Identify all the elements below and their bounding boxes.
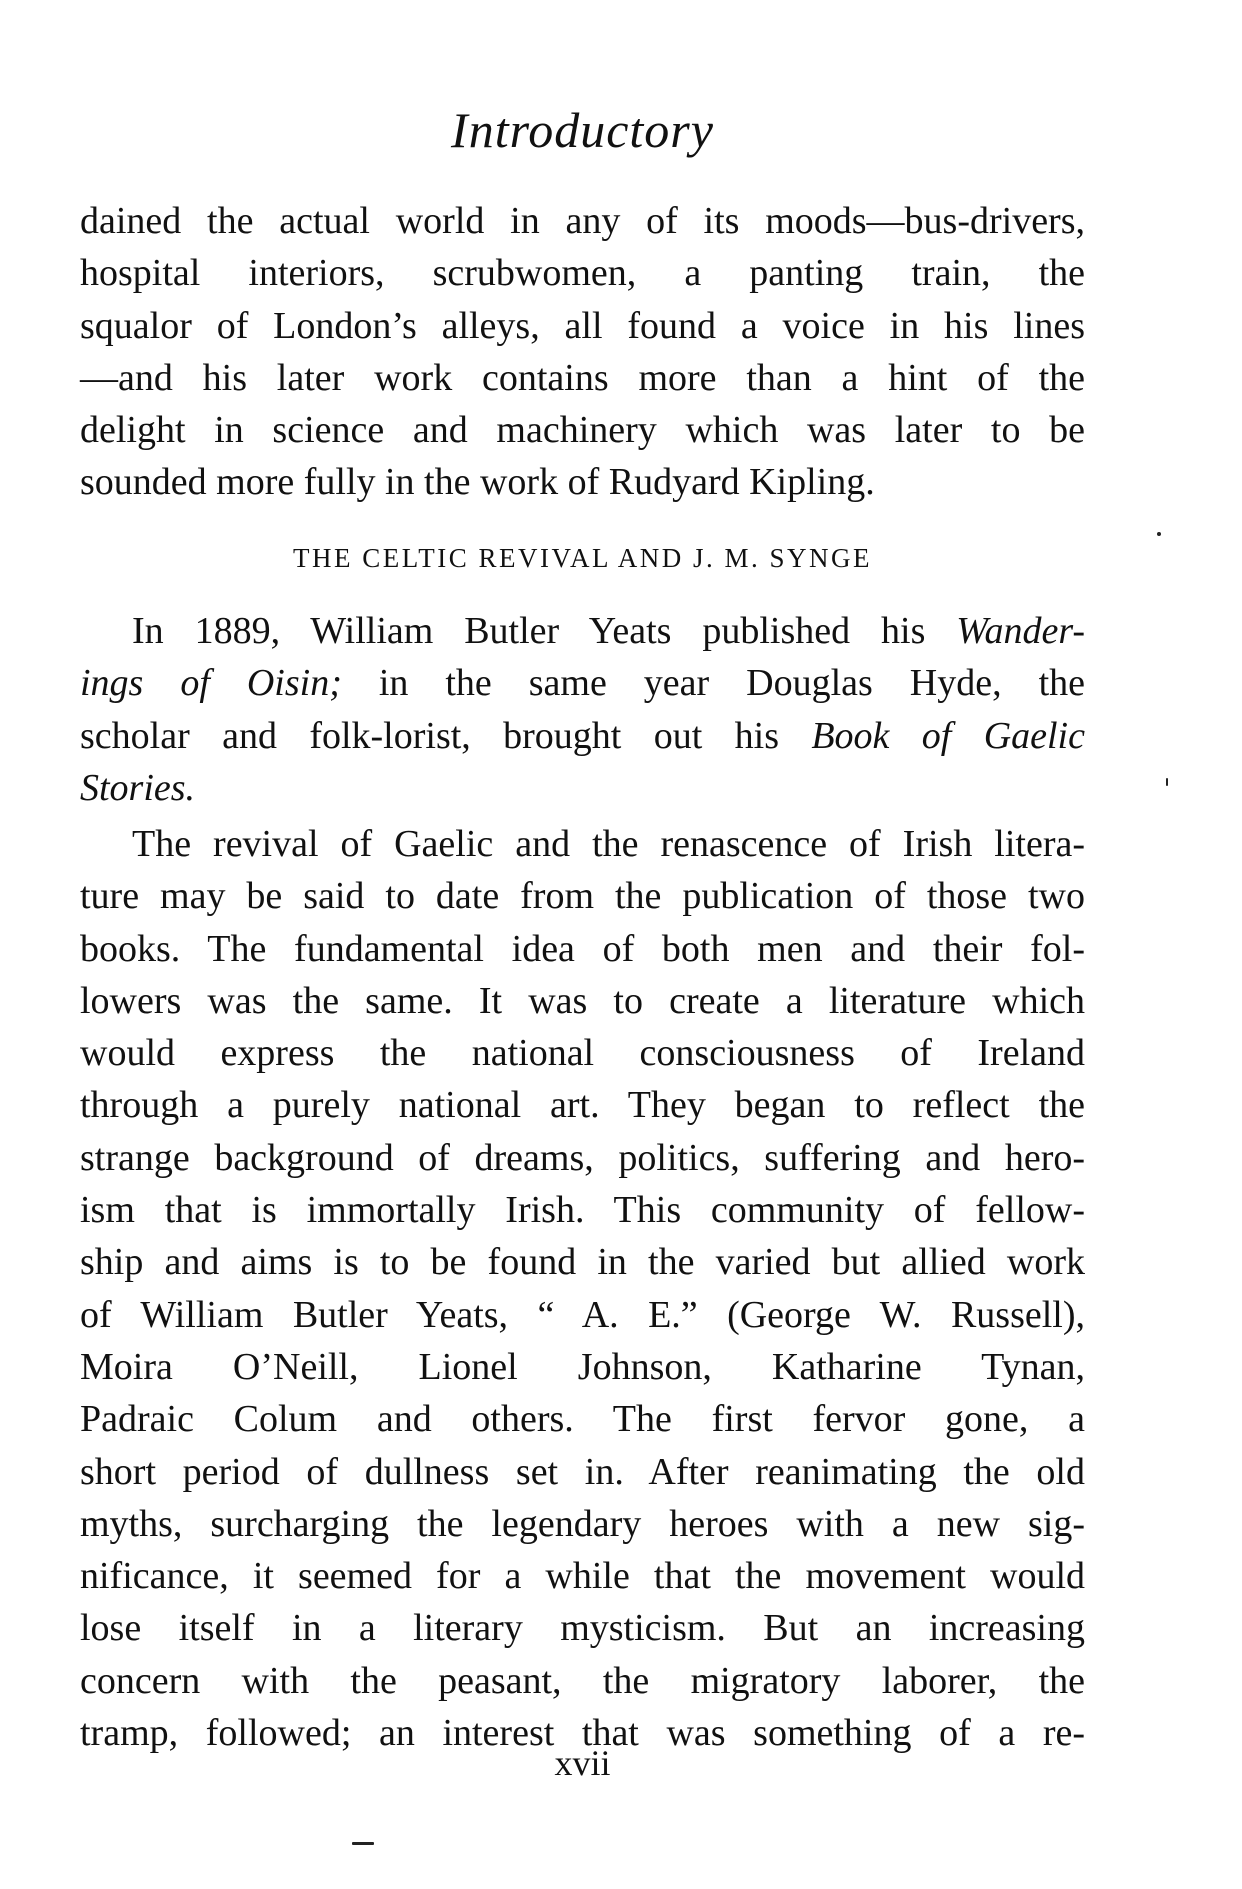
scan-speck: [1157, 532, 1161, 536]
book-page: [80, 0, 1085, 1889]
text-run: scholar and folk-lorist, brought out his: [80, 714, 812, 757]
text-line: dained the actual world in any of its moods—bus-drivers,: [80, 200, 1085, 242]
text-line: ism that is immortally Irish. This community of fellow-: [80, 1189, 1085, 1232]
book-title-italic: ings of Oisin;: [80, 662, 342, 705]
page-number: xvii: [554, 1743, 611, 1783]
text-line: books. The fundamental idea of both men and their fol-: [80, 927, 1085, 970]
section-heading: THE CELTIC REVIVAL AND J. M. SYNGE: [292, 543, 872, 573]
paragraph-revival: [80, 818, 1085, 1759]
text-line: tramp, followed; an interest that was something of a re-: [80, 1712, 1085, 1755]
text-line: would express the national consciousness of Ireland: [80, 1032, 1085, 1075]
text-line: lowers was the same. It was to create a literature which: [80, 979, 1085, 1022]
text-line: short period of dullness set in. After reanimating the old: [80, 1450, 1085, 1493]
text-line: concern with the peasant, the migratory laborer, the: [80, 1659, 1085, 1702]
text-line: hospital interiors, scrubwomen, a panting train, the: [80, 252, 1085, 295]
text-line: [80, 762, 1085, 814]
text-line: Moira O’Neill, Lionel Johnson, Katharine Tynan,: [80, 1345, 1085, 1388]
text-line: delight in science and machinery which was later to be: [80, 409, 1085, 452]
text-run: In 1889, William Butler Yeats published his: [132, 610, 957, 652]
text-run: in the same year Douglas Hyde, the: [341, 662, 1085, 705]
text-line: Padraic Colum and others. The first fervor gone, a: [80, 1398, 1085, 1441]
book-title-italic: Wander-: [956, 610, 1085, 652]
paragraph-1889: [80, 605, 1085, 814]
text-line: —and his later work contains more than a hint of the: [80, 356, 1085, 399]
text-line: ship and aims is to be found in the varied but allied work: [80, 1241, 1085, 1284]
text-line: ture may be said to date from the publication of those two: [80, 875, 1085, 918]
text-line: through a purely national art. They began to reflect the: [80, 1084, 1085, 1127]
text-line: squalor of London’s alleys, all found a voice in his lines: [80, 304, 1085, 347]
text-line: sounded more fully in the work of Rudyard Kipling.: [80, 461, 875, 504]
running-head: Introductory: [451, 102, 714, 158]
scan-speck: [352, 1842, 374, 1845]
text-line: myths, surcharging the legendary heroes with a new sig-: [80, 1502, 1085, 1545]
text-line: The revival of Gaelic and the renascence of Irish litera-: [132, 823, 1085, 865]
book-title-italic: Book of Gaelic: [811, 714, 1085, 757]
text-line: nificance, it seemed for a while that the movement would: [80, 1555, 1085, 1598]
text-line: [80, 710, 1085, 762]
text-line: [80, 657, 1085, 709]
text-line: [80, 605, 1085, 657]
text-line: of William Butler Yeats, “ A. E.” (George W. Russell),: [80, 1293, 1085, 1336]
scan-speck: [1166, 778, 1168, 786]
book-title-italic: Stories.: [80, 766, 196, 809]
paragraph-continued: [80, 195, 1085, 509]
text-line: lose itself in a literary mysticism. But an increasing: [80, 1607, 1085, 1650]
text-line: strange background of dreams, politics, suffering and hero-: [80, 1136, 1085, 1179]
